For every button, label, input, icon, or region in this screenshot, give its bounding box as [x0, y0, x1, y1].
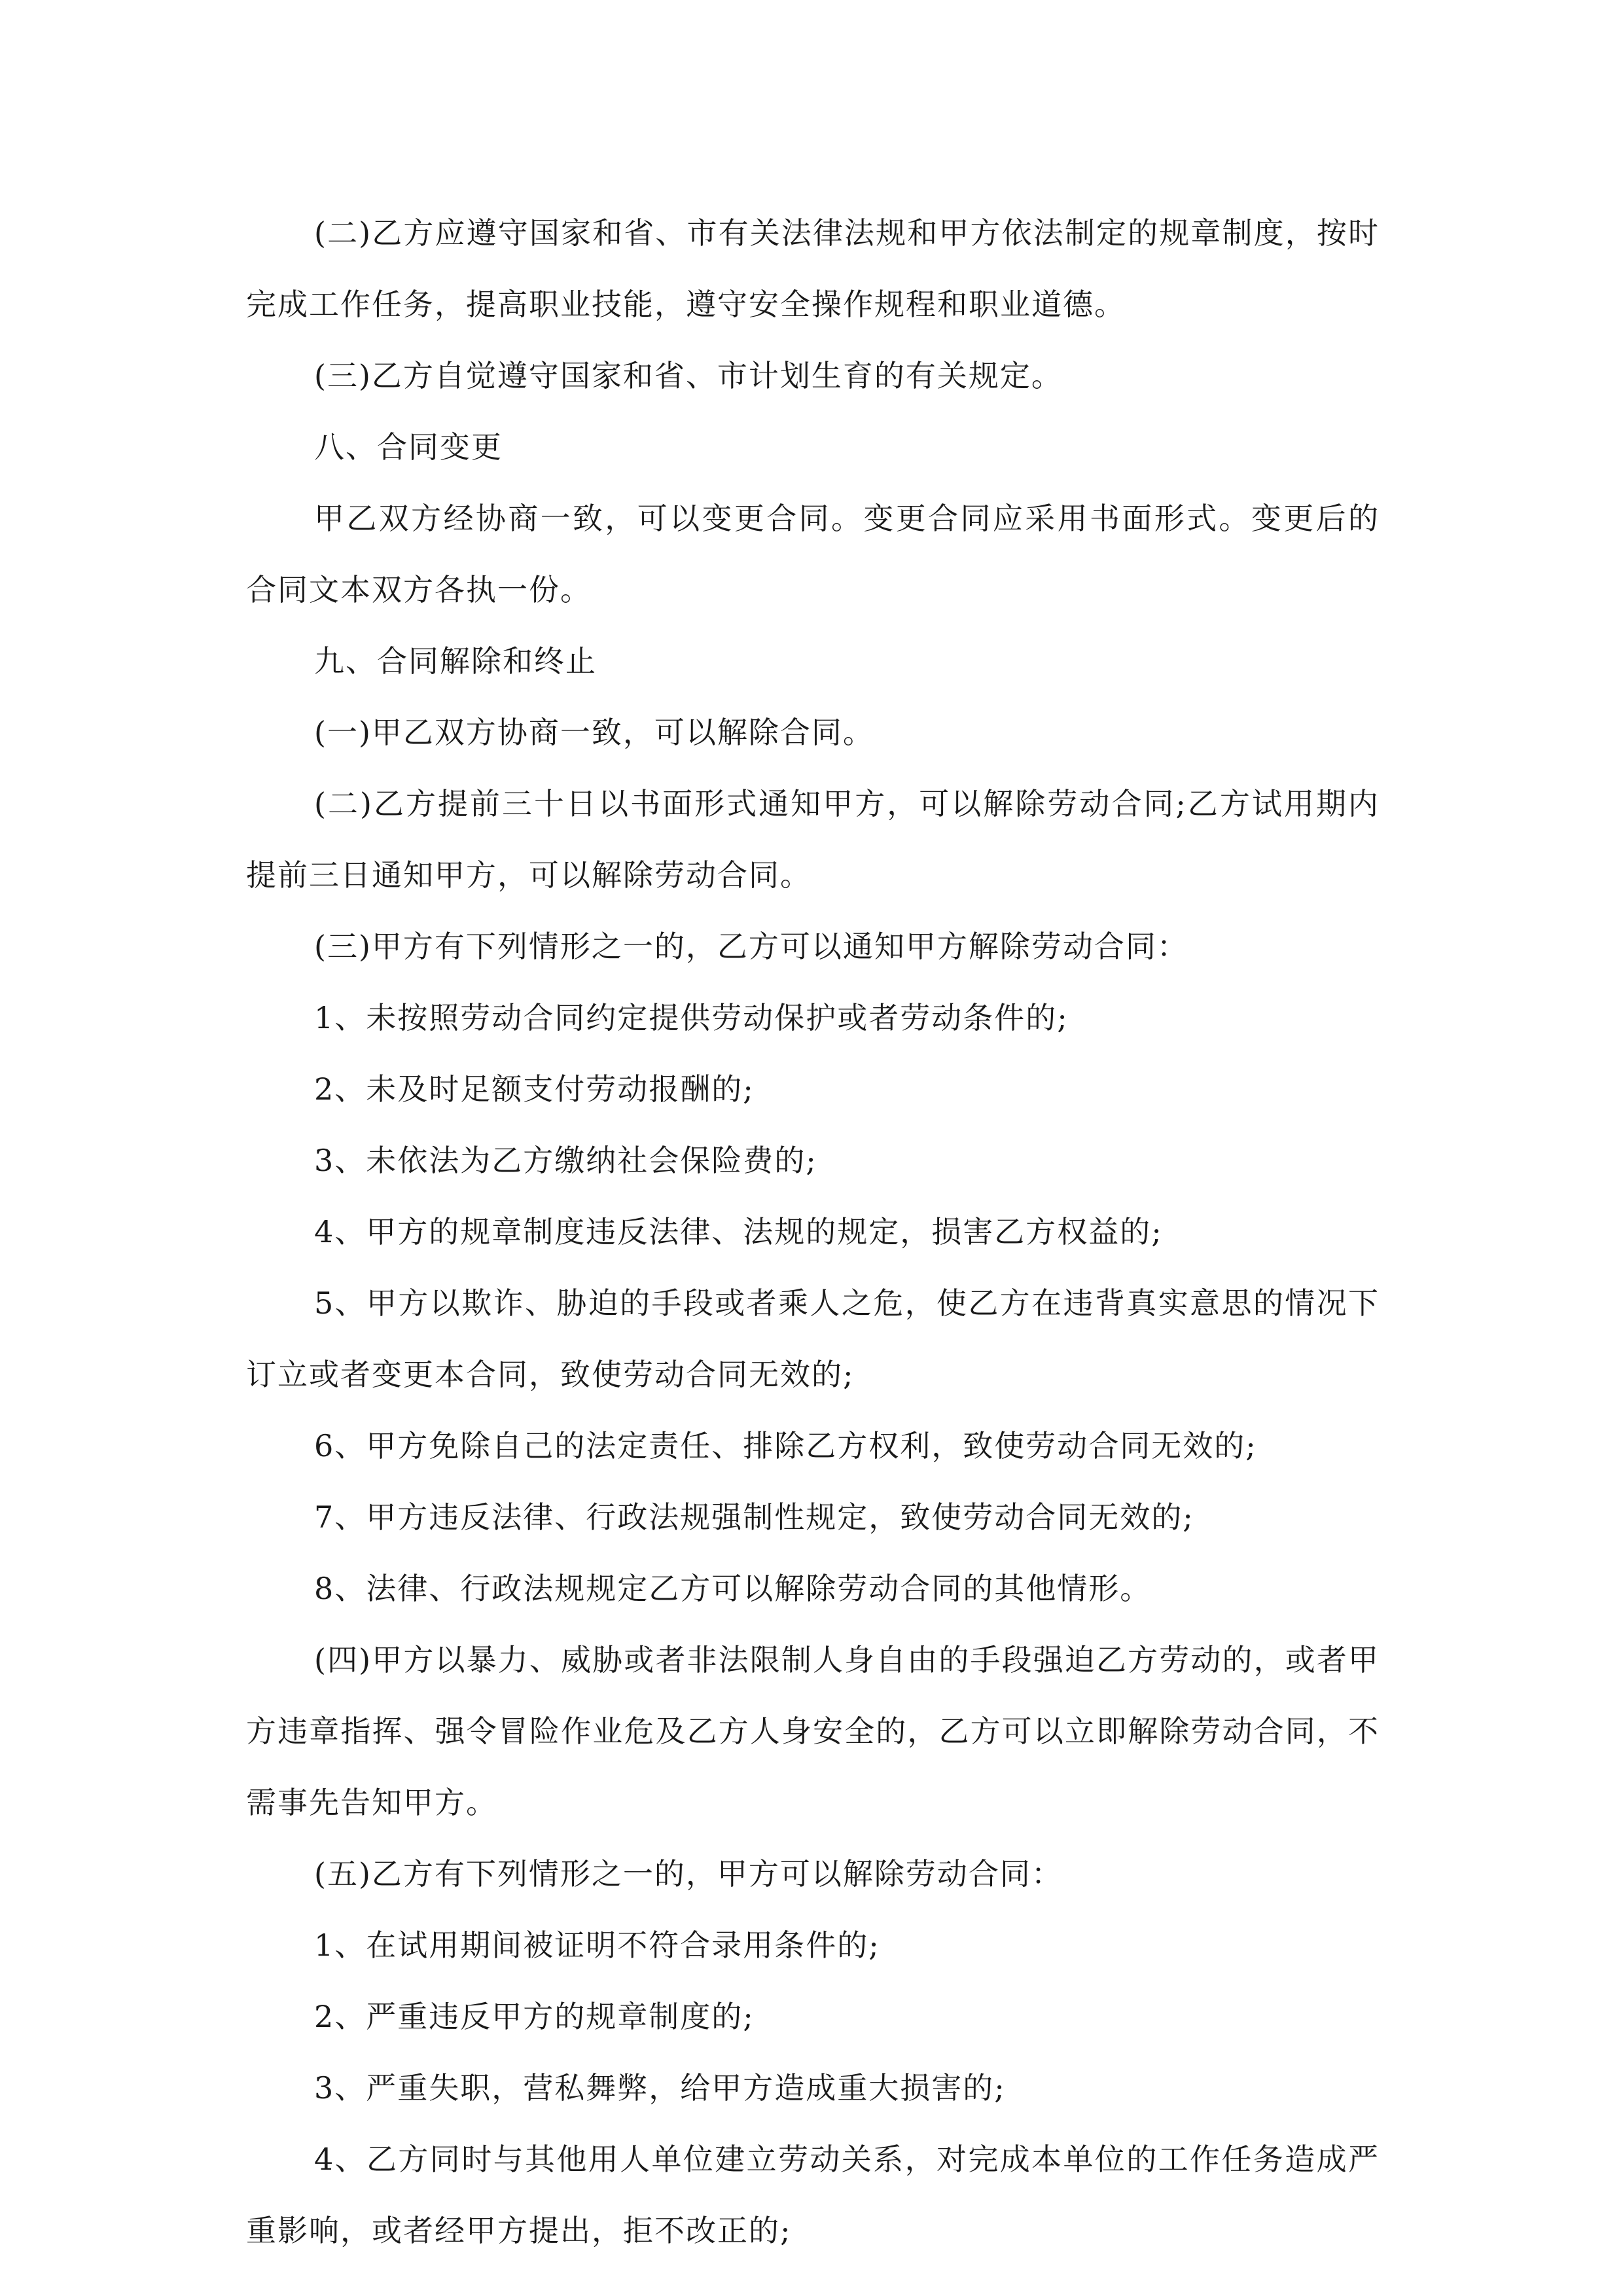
list-item: 7、甲方违反法律、行政法规强制性规定，致使劳动合同无效的;: [314, 1499, 1194, 1535]
document-body: [246, 198, 1380, 2267]
list-item: 2、未及时足额支付劳动报酬的;: [314, 1071, 755, 1107]
termination-clause-1: (一)甲乙双方协商一致，可以解除合同。: [314, 715, 874, 750]
termination-clause-2: (二)乙方提前三十日以书面形式通知甲方，可以解除劳动合同;乙方试用期内提前三日通知甲方，可以解除劳动合同。: [246, 786, 1380, 893]
list-item: 3、严重失职，营私舞弊，给甲方造成重大损害的;: [314, 2070, 1006, 2106]
section-heading-9: 九、合同解除和终止: [314, 643, 597, 679]
clause-3-family-planning: (三)乙方自觉遵守国家和省、市计划生育的有关规定。: [314, 358, 1063, 393]
termination-clause-4: (四)甲方以暴力、威胁或者非法限制人身自由的手段强迫乙方劳动的，或者甲方违章指挥、强令冒险作业危及乙方人身安全的，乙方可以立即解除劳动合同，不需事先告知甲方。: [246, 1642, 1380, 1820]
contract-modification-paragraph: 甲乙双方经协商一致，可以变更合同。变更合同应采用书面形式。变更后的合同文本双方各执一份。: [246, 501, 1380, 607]
list-item: 5、甲方以欺诈、胁迫的手段或者乘人之危，使乙方在违背真实意思的情况下订立或者变更本合同，致使劳动合同无效的;: [246, 1285, 1380, 1392]
list-item: 4、乙方同时与其他用人单位建立劳动关系，对完成本单位的工作任务造成严重影响，或者经甲方提出，拒不改正的;: [246, 2142, 1380, 2248]
list-item: 6、甲方免除自己的法定责任、排除乙方权利，致使劳动合同无效的;: [314, 1428, 1257, 1463]
termination-clause-5: (五)乙方有下列情形之一的，甲方可以解除劳动合同：: [314, 1856, 1063, 1892]
section-heading-8: 八、合同变更: [314, 429, 503, 465]
list-item: 3、未依法为乙方缴纳社会保险费的;: [314, 1143, 817, 1178]
list-item: 4、甲方的规章制度违反法律、法规的规定，损害乙方权益的;: [314, 1214, 1163, 1249]
list-item: 1、在试用期间被证明不符合录用条件的;: [314, 1928, 880, 1963]
clause-2-employee-obligations: (二)乙方应遵守国家和省、市有关法律法规和甲方依法制定的规章制度，按时完成工作任务，提高职业技能，遵守安全操作规程和职业道德。: [246, 215, 1380, 322]
termination-clause-3: (三)甲方有下列情形之一的，乙方可以通知甲方解除劳动合同：: [314, 929, 1188, 964]
list-item: 2、严重违反甲方的规章制度的;: [314, 1999, 755, 2034]
list-item: 8、法律、行政法规规定乙方可以解除劳动合同的其他情形。: [314, 1571, 1152, 1606]
list-item: 1、未按照劳动合同约定提供劳动保护或者劳动条件的;: [314, 1000, 1069, 1035]
